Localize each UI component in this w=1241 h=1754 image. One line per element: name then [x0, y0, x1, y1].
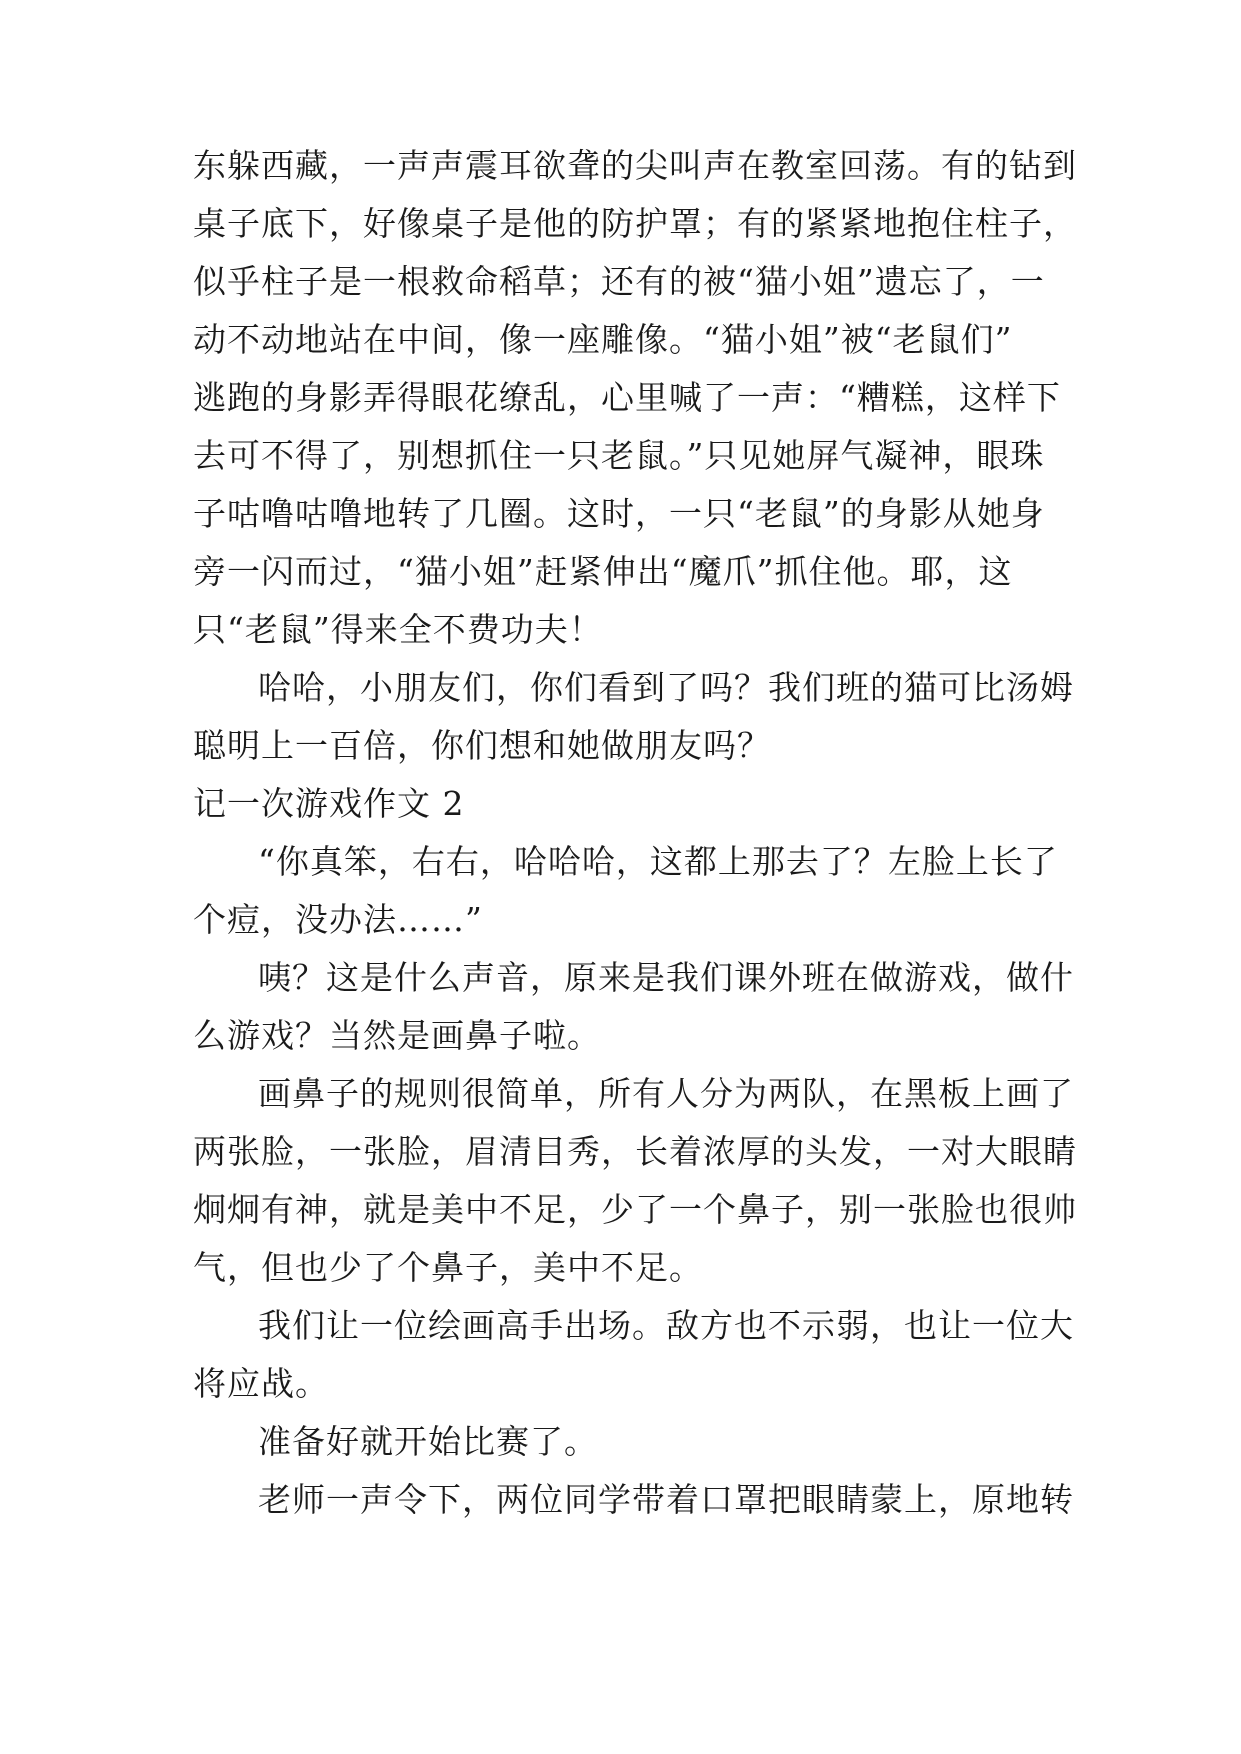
text-line: 东躲西藏，一声声震耳欲聋的尖叫声在教室回荡。有的钻到	[193, 146, 1077, 185]
text-line: 气，但也少了个鼻子，美中不足。	[193, 1248, 703, 1287]
text-line: 么游戏？当然是画鼻子啦。	[193, 1016, 601, 1055]
paragraph-start-line: 准备好就开始比赛了。	[258, 1422, 598, 1461]
text-line: 个痘，没办法……”	[193, 900, 483, 939]
paragraph-start-line: “你真笨，右右，哈哈哈，这都上那去了？左脸上长了	[258, 842, 1058, 881]
text-line: 只“老鼠”得来全不费功夫！	[193, 610, 603, 649]
paragraph-start-line: 画鼻子的规则很简单，所有人分为两队，在黑板上画了	[258, 1074, 1074, 1113]
text-line: 炯炯有神，就是美中不足，少了一个鼻子，别一张脸也很帅	[193, 1190, 1077, 1229]
paragraph-start-line: 哈哈，小朋友们，你们看到了吗？我们班的猫可比汤姆	[258, 668, 1074, 707]
text-line: 似乎柱子是一根救命稻草；还有的被“猫小姐”遗忘了，一	[193, 262, 1045, 301]
text-line: 动不动地站在中间，像一座雕像。“猫小姐”被“老鼠们”	[193, 320, 1013, 359]
text-line: 将应战。	[193, 1364, 329, 1403]
paragraph-start-line: 我们让一位绘画高手出场。敌方也不示弱，也让一位大	[258, 1306, 1074, 1345]
text-line: 聪明上一百倍，你们想和她做朋友吗？	[193, 726, 771, 765]
text-line: 桌子底下，好像桌子是他的防护罩；有的紧紧地抱住柱子，	[193, 204, 1077, 243]
paragraph-start-line: 咦？这是什么声音，原来是我们课外班在做游戏，做什	[258, 958, 1074, 997]
paragraph-start-line: 老师一声令下，两位同学带着口罩把眼睛蒙上，原地转	[258, 1480, 1074, 1519]
text-line: 旁一闪而过，“猫小姐”赶紧伸出“魔爪”抓住他。耶，这	[193, 552, 1013, 591]
text-line: 去可不得了，别想抓住一只老鼠。”只见她屏气凝神，眼珠	[193, 436, 1045, 475]
section-heading: 记一次游戏作文 2	[193, 784, 465, 823]
text-line: 子咕噜咕噜地转了几圈。这时，一只“老鼠”的身影从她身	[193, 494, 1045, 533]
text-line: 两张脸，一张脸，眉清目秀，长着浓厚的头发，一对大眼睛	[193, 1132, 1077, 1171]
text-line: 逃跑的身影弄得眼花缭乱，心里喊了一声：“糟糕，这样下	[193, 378, 1061, 417]
